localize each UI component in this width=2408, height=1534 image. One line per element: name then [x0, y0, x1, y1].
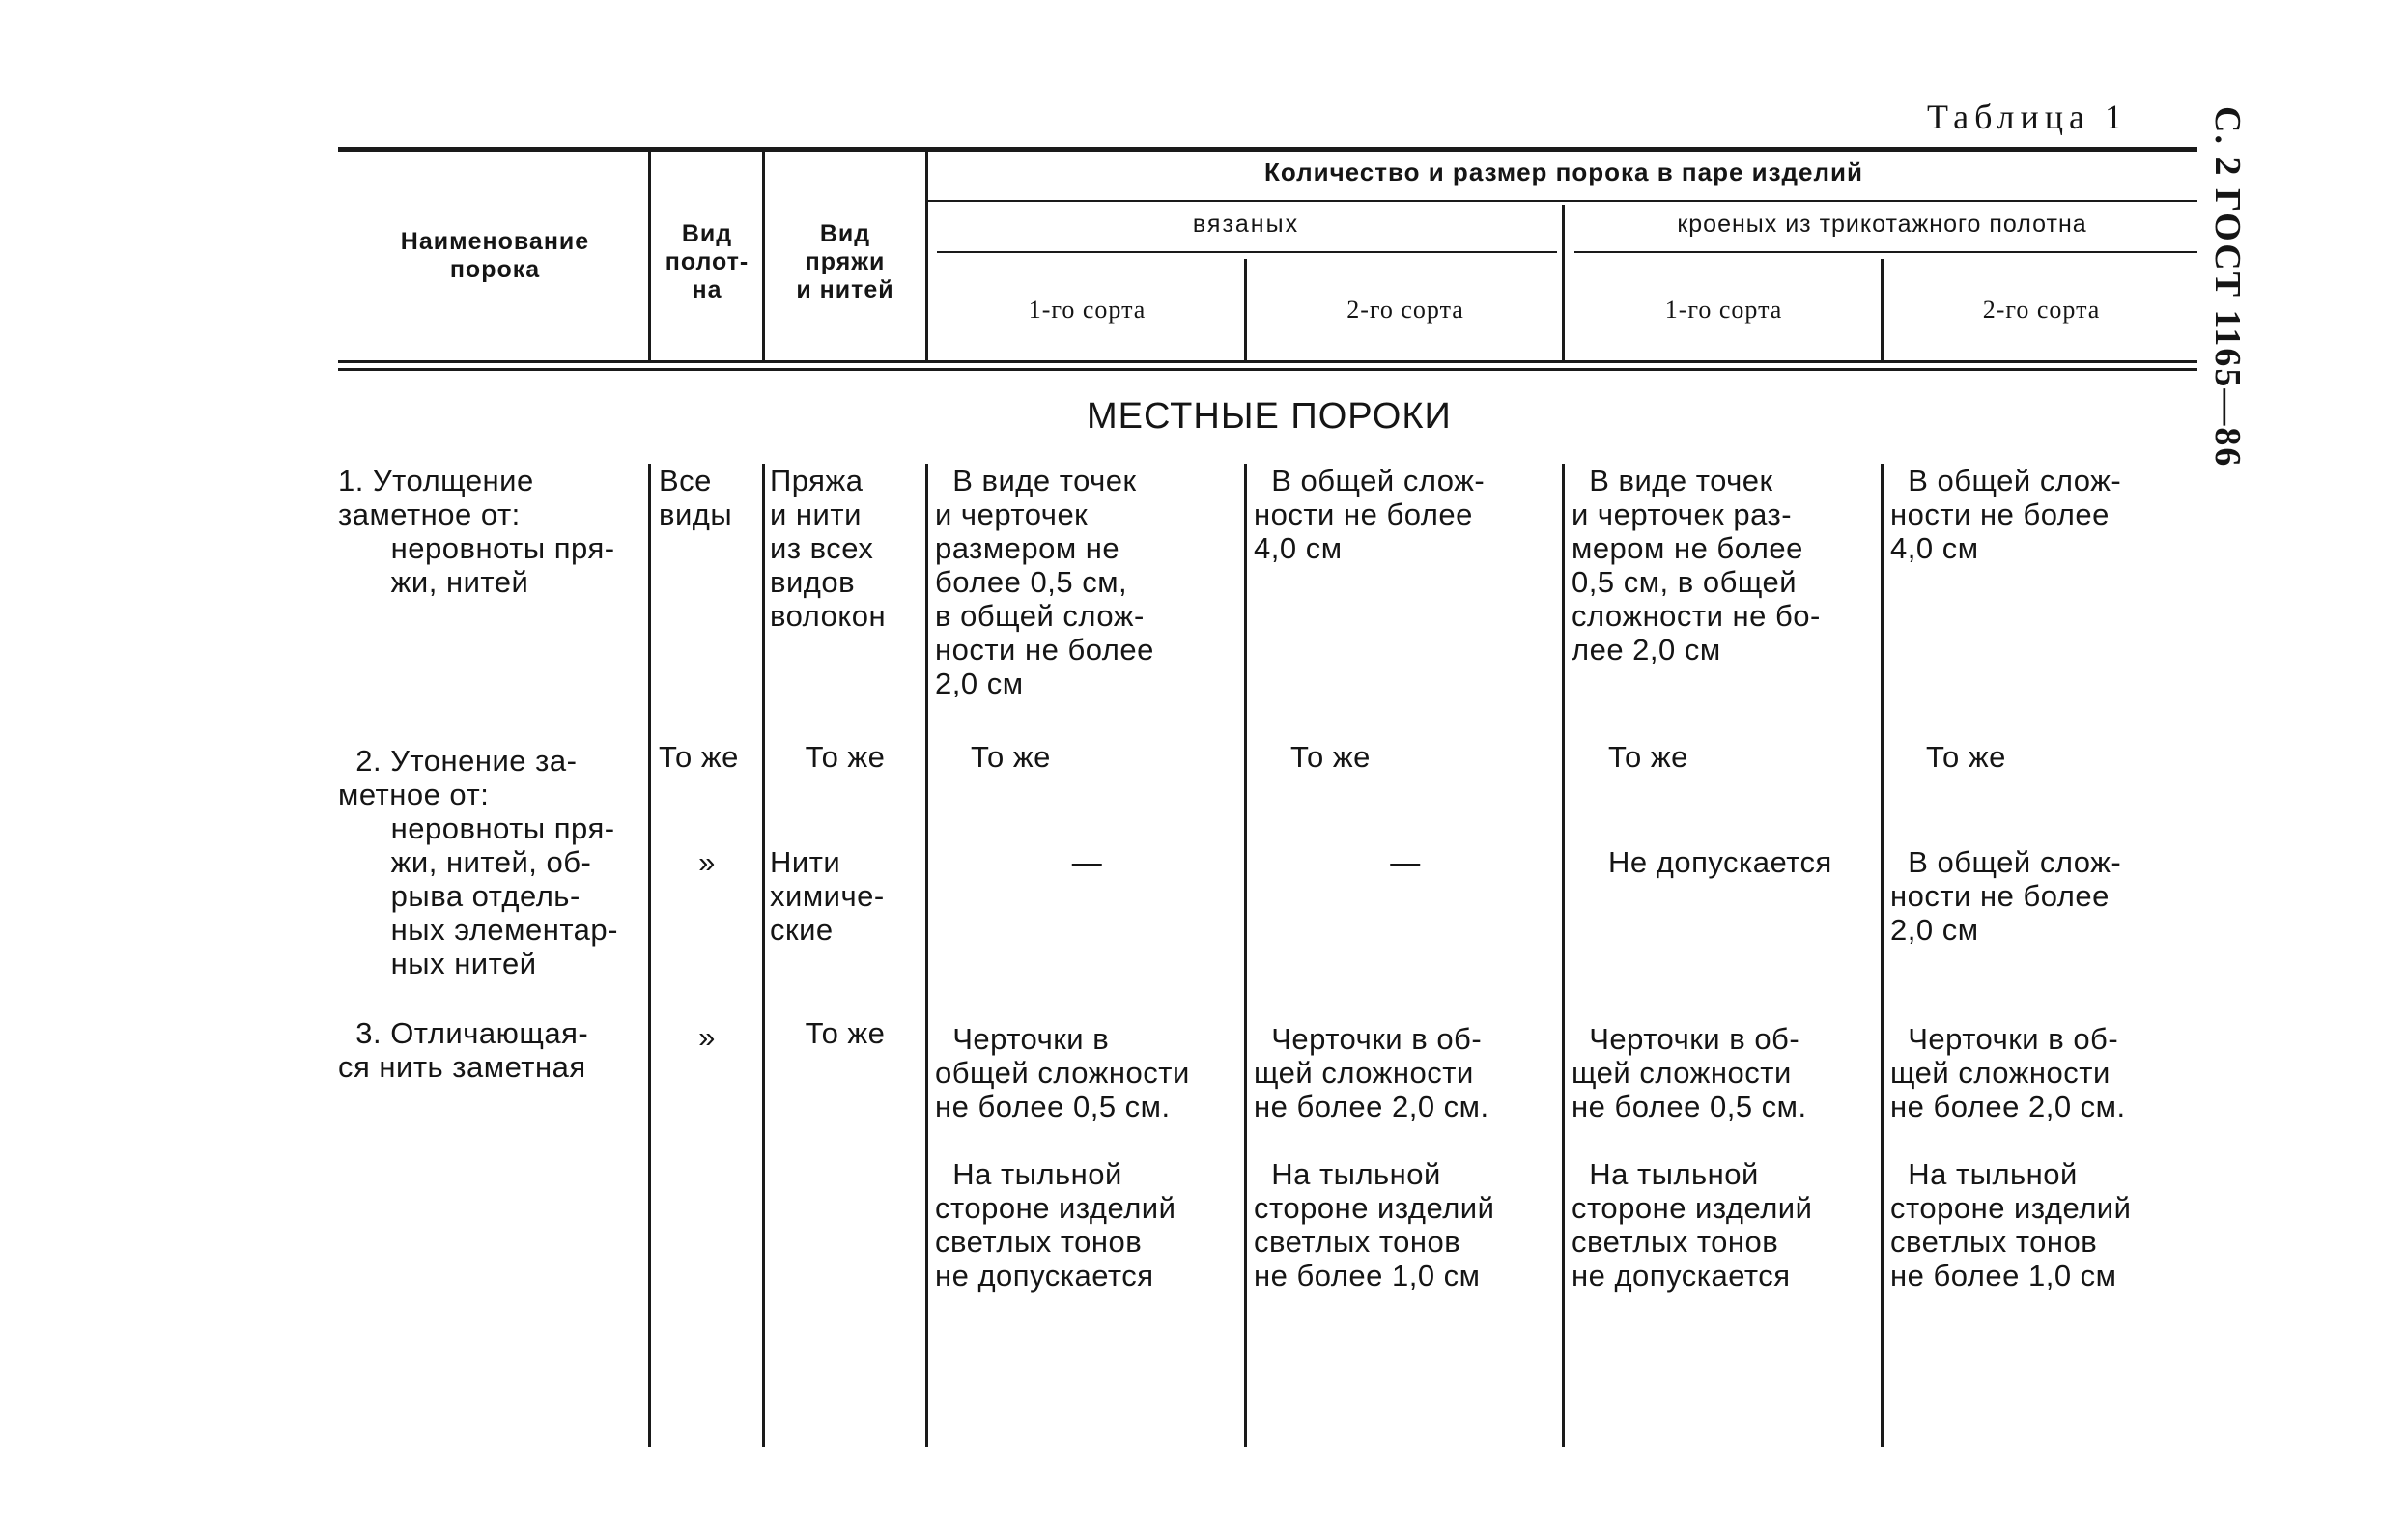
- header-knitted-grade-2: 2-го сорта: [1346, 296, 1464, 324]
- header-defect-name: Наименование порока: [400, 228, 590, 283]
- row2-knitted-grade-2: То же: [1290, 740, 1371, 774]
- table-caption: Таблица 1: [1927, 98, 2128, 136]
- header-cut-grade-2: 2-го сорта: [1982, 296, 2101, 324]
- header-cut: кроеных из трикотажного полотна: [1677, 211, 2087, 238]
- row2-cut-grade-2: То же: [1926, 740, 2006, 774]
- row2b-yarn-type: Нити химиче- ские: [770, 845, 885, 947]
- column-divider: [1881, 464, 1884, 1447]
- row2-cut-grade-1: То же: [1608, 740, 1688, 774]
- row2b-defect-name: неровноты пря- жи, нитей, об- рыва отдель- ных элементар- ных нитей: [390, 811, 618, 980]
- column-divider: [925, 151, 928, 361]
- column-divider: [1881, 259, 1884, 361]
- header-knitted-grade-1: 1-го сорта: [1028, 296, 1147, 324]
- section-title: МЕСТНЫЕ ПОРОКИ: [1087, 396, 1452, 437]
- column-divider: [1244, 464, 1247, 1447]
- row3-cut-grade-1: Черточки в об- щей сложности не более 0,5 см. На тыльной стороне изделий светлых тонов не допускается: [1572, 1022, 1813, 1293]
- row2b-cut-grade-2: В общей слож- ности не более 2,0 см: [1890, 845, 2122, 947]
- row1-knitted-grade-2: В общей слож- ности не более 4,0 см: [1254, 464, 1486, 565]
- row1-yarn-type: Пряжа и нити из всех видов волокон: [770, 464, 887, 633]
- column-divider: [762, 464, 765, 1447]
- row3-fabric-type: »: [698, 1020, 716, 1054]
- column-divider: [762, 151, 765, 361]
- row1-fabric-type: Все виды: [659, 464, 733, 531]
- row3-yarn-type: То же: [805, 1016, 886, 1050]
- row1-cut-grade-1: В виде точек и черточек раз- мером не более 0,5 см, в общей сложности не бо- лее 2,0 см: [1572, 464, 1821, 667]
- row3-defect-name: 3. Отличающая- ся нить заметная: [338, 1016, 589, 1084]
- row1-cut-grade-2: В общей слож- ности не более 4,0 см: [1890, 464, 2122, 565]
- row2-fabric-type: То же: [659, 740, 739, 774]
- header-knitted: вязаных: [1192, 211, 1300, 238]
- row2b-fabric-type: »: [698, 845, 716, 879]
- column-divider: [1562, 464, 1565, 1447]
- cut-header-rule: [1574, 251, 2197, 253]
- header-bottom-rule-1: [338, 360, 2197, 363]
- column-divider: [648, 151, 651, 361]
- knitted-header-rule: [937, 251, 1557, 253]
- table-top-rule: [338, 147, 2197, 152]
- row2b-knitted-grade-2: —: [1390, 845, 1421, 879]
- row2-yarn-type: То же: [805, 740, 886, 774]
- row1-knitted-grade-1: В виде точек и черточек размером не более 0,5 см, в общей слож- ности не более 2,0 см: [935, 464, 1154, 700]
- header-bottom-rule-2: [338, 368, 2197, 371]
- row1-defect-name: 1. Утолщение заметное от: неровноты пря- жи, нитей: [338, 464, 615, 599]
- column-divider: [1562, 205, 1565, 361]
- row2b-cut-grade-1: Не допускается: [1608, 845, 1832, 879]
- column-divider: [925, 464, 928, 1447]
- row3-cut-grade-2: Черточки в об- щей сложности не более 2,0 см. На тыльной стороне изделий светлых тонов не более 1,0 см: [1890, 1022, 2132, 1293]
- row2-knitted-grade-1: То же: [971, 740, 1051, 774]
- page-side-header: С. 2 ГОСТ 1165—86: [2207, 106, 2248, 469]
- column-divider: [648, 464, 651, 1447]
- header-cut-grade-1: 1-го сорта: [1664, 296, 1783, 324]
- header-quantity: Количество и размер порока в паре изделий: [1263, 157, 1864, 186]
- row2b-knitted-grade-1: —: [1071, 845, 1103, 879]
- row3-knitted-grade-1: Черточки в общей сложности не более 0,5 см. На тыльной стороне изделий светлых тонов не допускается: [935, 1022, 1190, 1293]
- header-yarn-type: Вид пряжи и нитей: [796, 220, 894, 303]
- quantity-header-rule: [925, 200, 2197, 202]
- row2-defect-name: 2. Утонение за- метное от:: [338, 744, 578, 811]
- column-divider: [1244, 259, 1247, 361]
- header-fabric-type: Вид полот- на: [665, 220, 750, 303]
- row3-knitted-grade-2: Черточки в об- щей сложности не более 2,0 см. На тыльной стороне изделий светлых тонов не более 1,0 см: [1254, 1022, 1495, 1293]
